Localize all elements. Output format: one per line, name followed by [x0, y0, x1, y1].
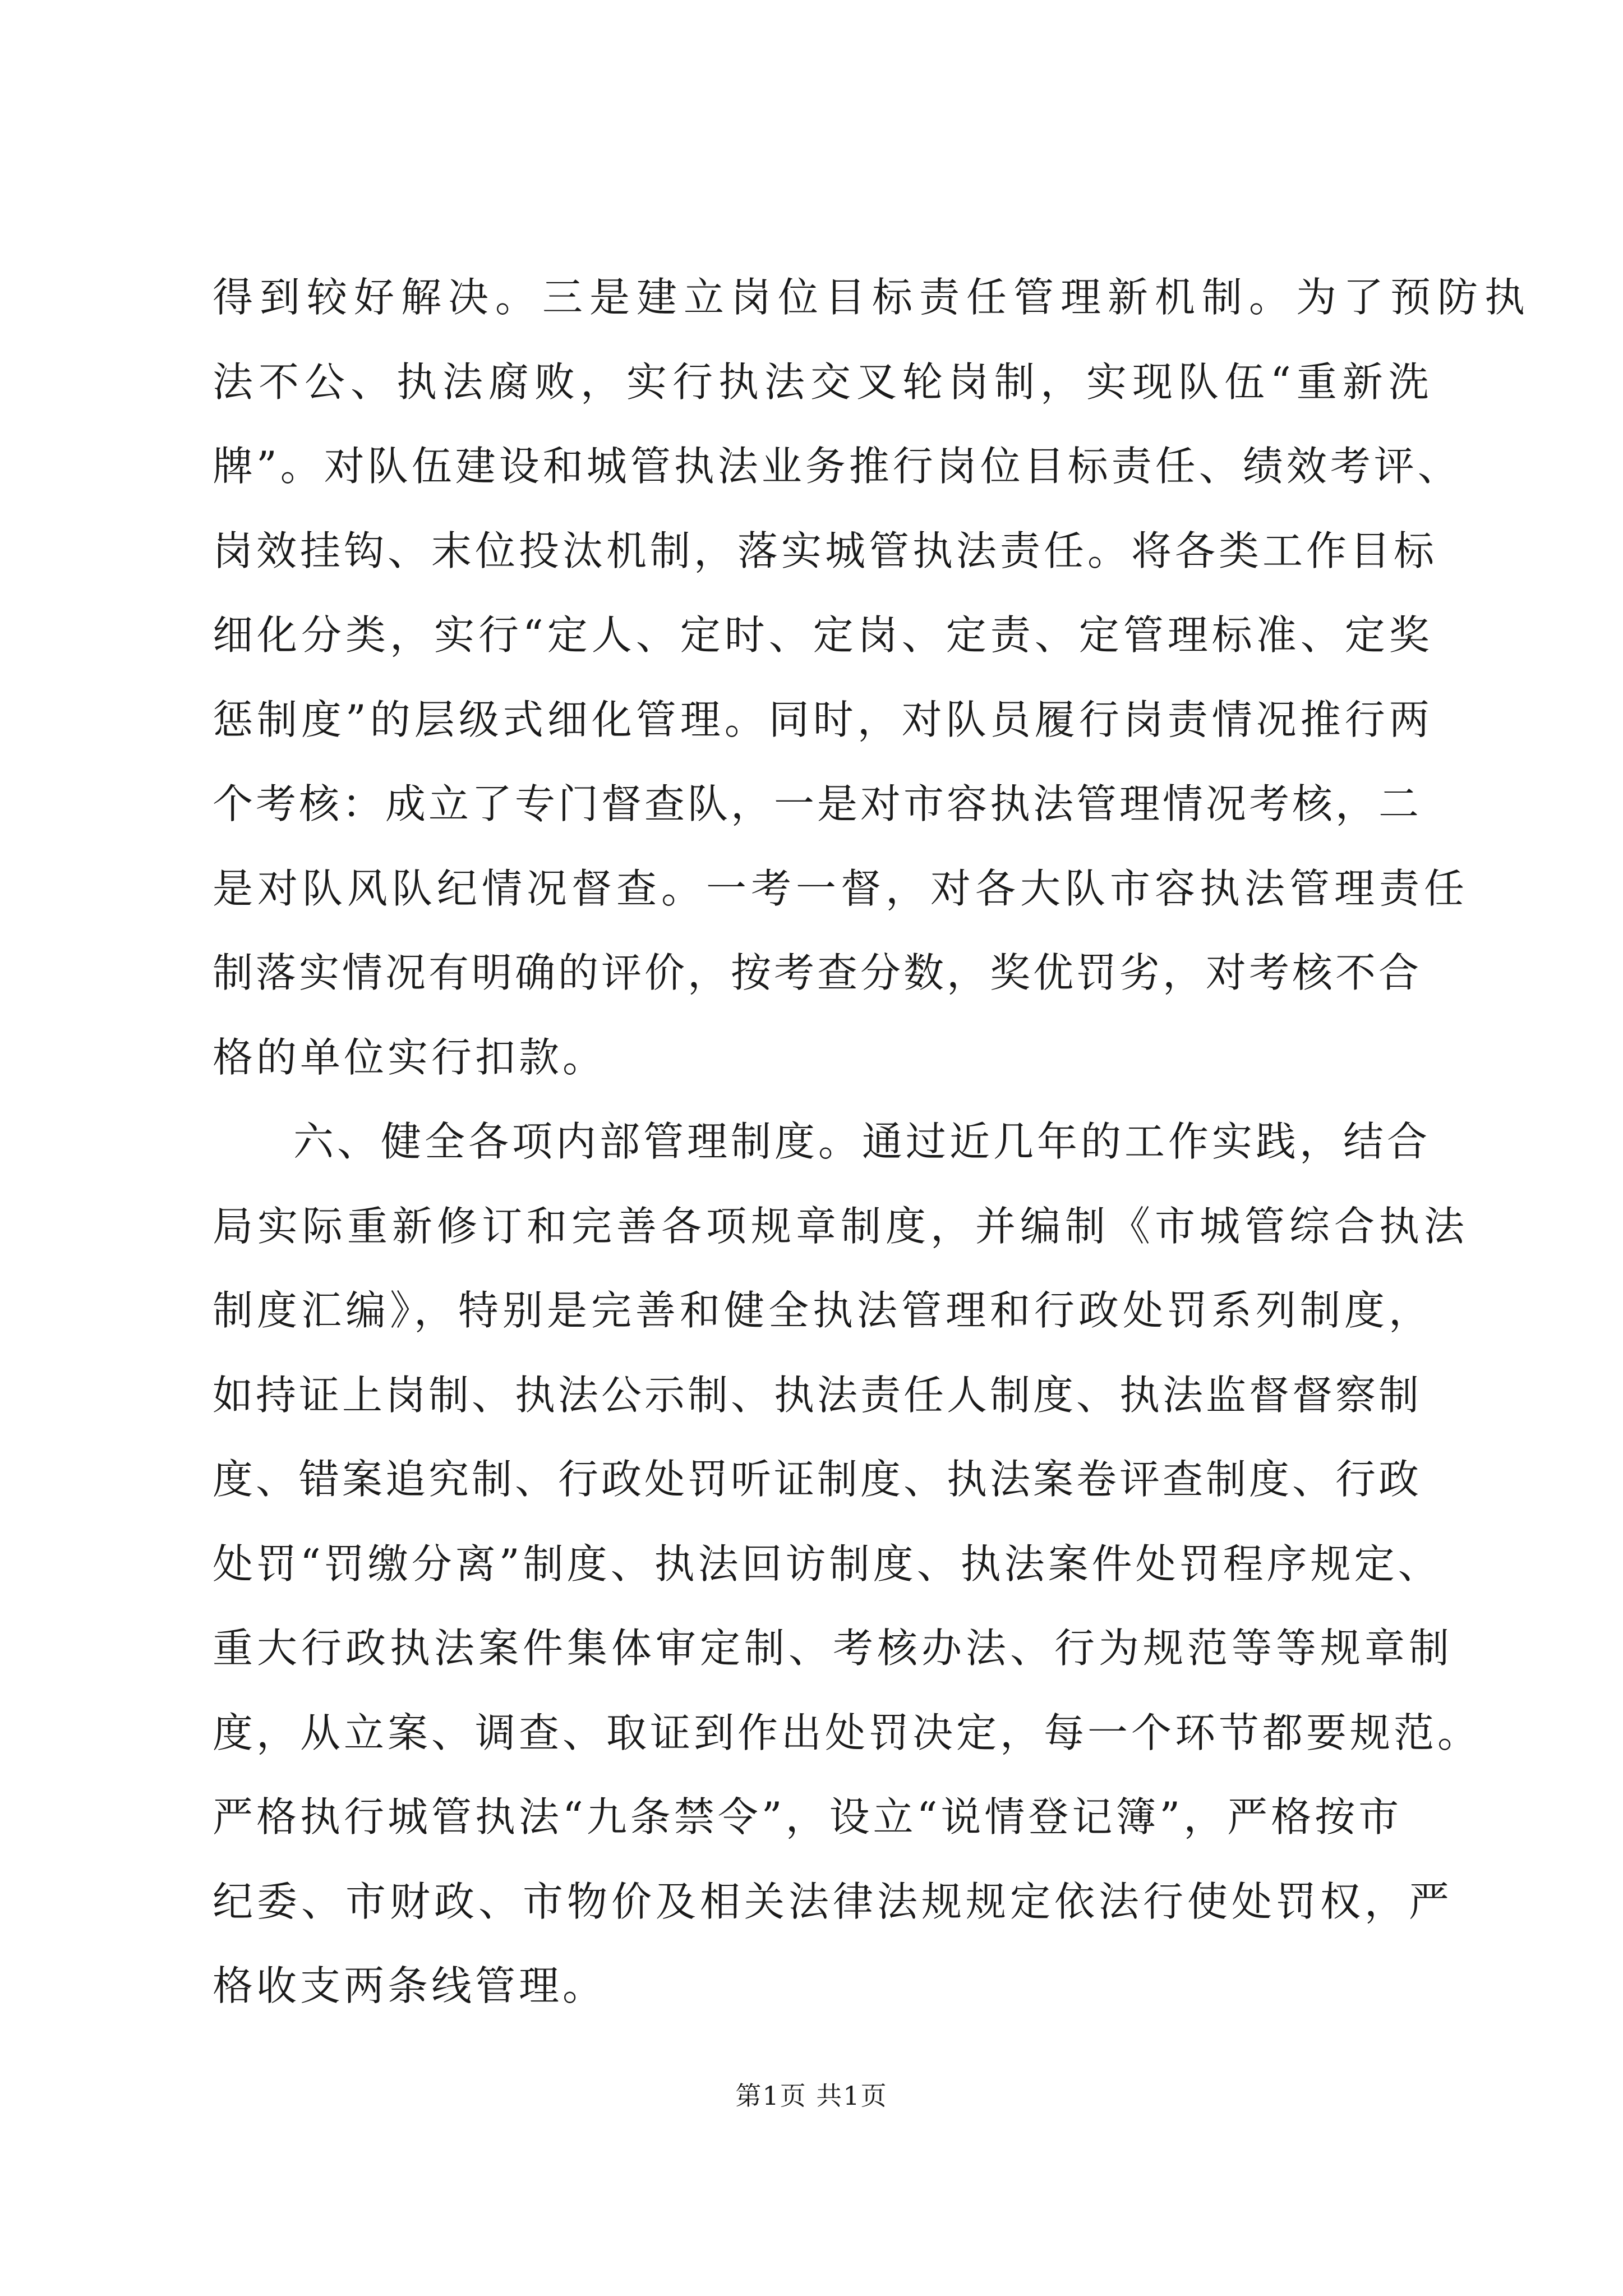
- text-line: 重大行政执法案件集体审定制、考核办法、行为规范等等规章制: [213, 1625, 1454, 1672]
- text-line: 牌”。对队伍建设和城管执法业务推行岗位目标责任、绩效考评、: [213, 443, 1461, 490]
- text-line: 岗效挂钩、末位投汰机制，落实城管执法责任。将各类工作目标: [213, 527, 1438, 574]
- text-line: 度，从立案、调查、取证到作出处罚决定，每一个环节都要规范。: [213, 1709, 1482, 1756]
- document-body: [213, 255, 1532, 2028]
- text-line: 法不公、执法腐败，实行执法交叉轮岗制，实现队伍“重新洗: [213, 358, 1435, 406]
- text-line: 惩制度”的层级式细化管理。同时，对队员履行岗责情况推行两: [213, 696, 1433, 743]
- text-line: 制落实情况有明确的评价，按考查分数，奖优罚劣，对考核不合: [213, 949, 1422, 996]
- paragraph-heading-line: 六、健全各项内部管理制度。通过近几年的工作实践，结合: [293, 1118, 1431, 1165]
- page-footer: 第1页 共1页: [735, 2081, 888, 2111]
- text-line: 处罚“罚缴分离”制度、执法回访制度、执法案件处罚程序规定、: [213, 1540, 1442, 1588]
- text-line: 制度汇编》，特别是完善和健全执法管理和行政处罚系列制度，: [213, 1287, 1433, 1334]
- text-line: 个考核：成立了专门督查队，一是对市容执法管理情况考核，二: [213, 780, 1422, 827]
- text-line: 细化分类，实行“定人、定时、定岗、定责、定管理标准、定奖: [213, 611, 1433, 659]
- text-line: 度、错案追究制、行政处罚听证制度、执法案卷评查制度、行政: [213, 1456, 1422, 1503]
- text-line: 格的单位实行扣款。: [213, 1033, 607, 1081]
- text-line: 是对队风队纪情况督查。一考一督，对各大队市容执法管理责任: [213, 864, 1469, 912]
- text-line: 格收支两条线管理。: [213, 1962, 607, 2009]
- text-line: 如持证上岗制、执法公示制、执法责任人制度、执法监督督察制: [213, 1371, 1422, 1419]
- text-line: 局实际重新修订和完善各项规章制度，并编制《市城管综合执法: [213, 1202, 1469, 1250]
- text-line: 纪委、市财政、市物价及相关法律法规规定依法行使处罚权，严: [213, 1878, 1454, 1925]
- text-line: 严格执行城管执法“九条禁令”，设立“说情登记簿”，严格按市: [213, 1793, 1403, 1841]
- text-line: 得到较好解决。三是建立岗位目标责任管理新机制。为了预防执: [213, 274, 1532, 321]
